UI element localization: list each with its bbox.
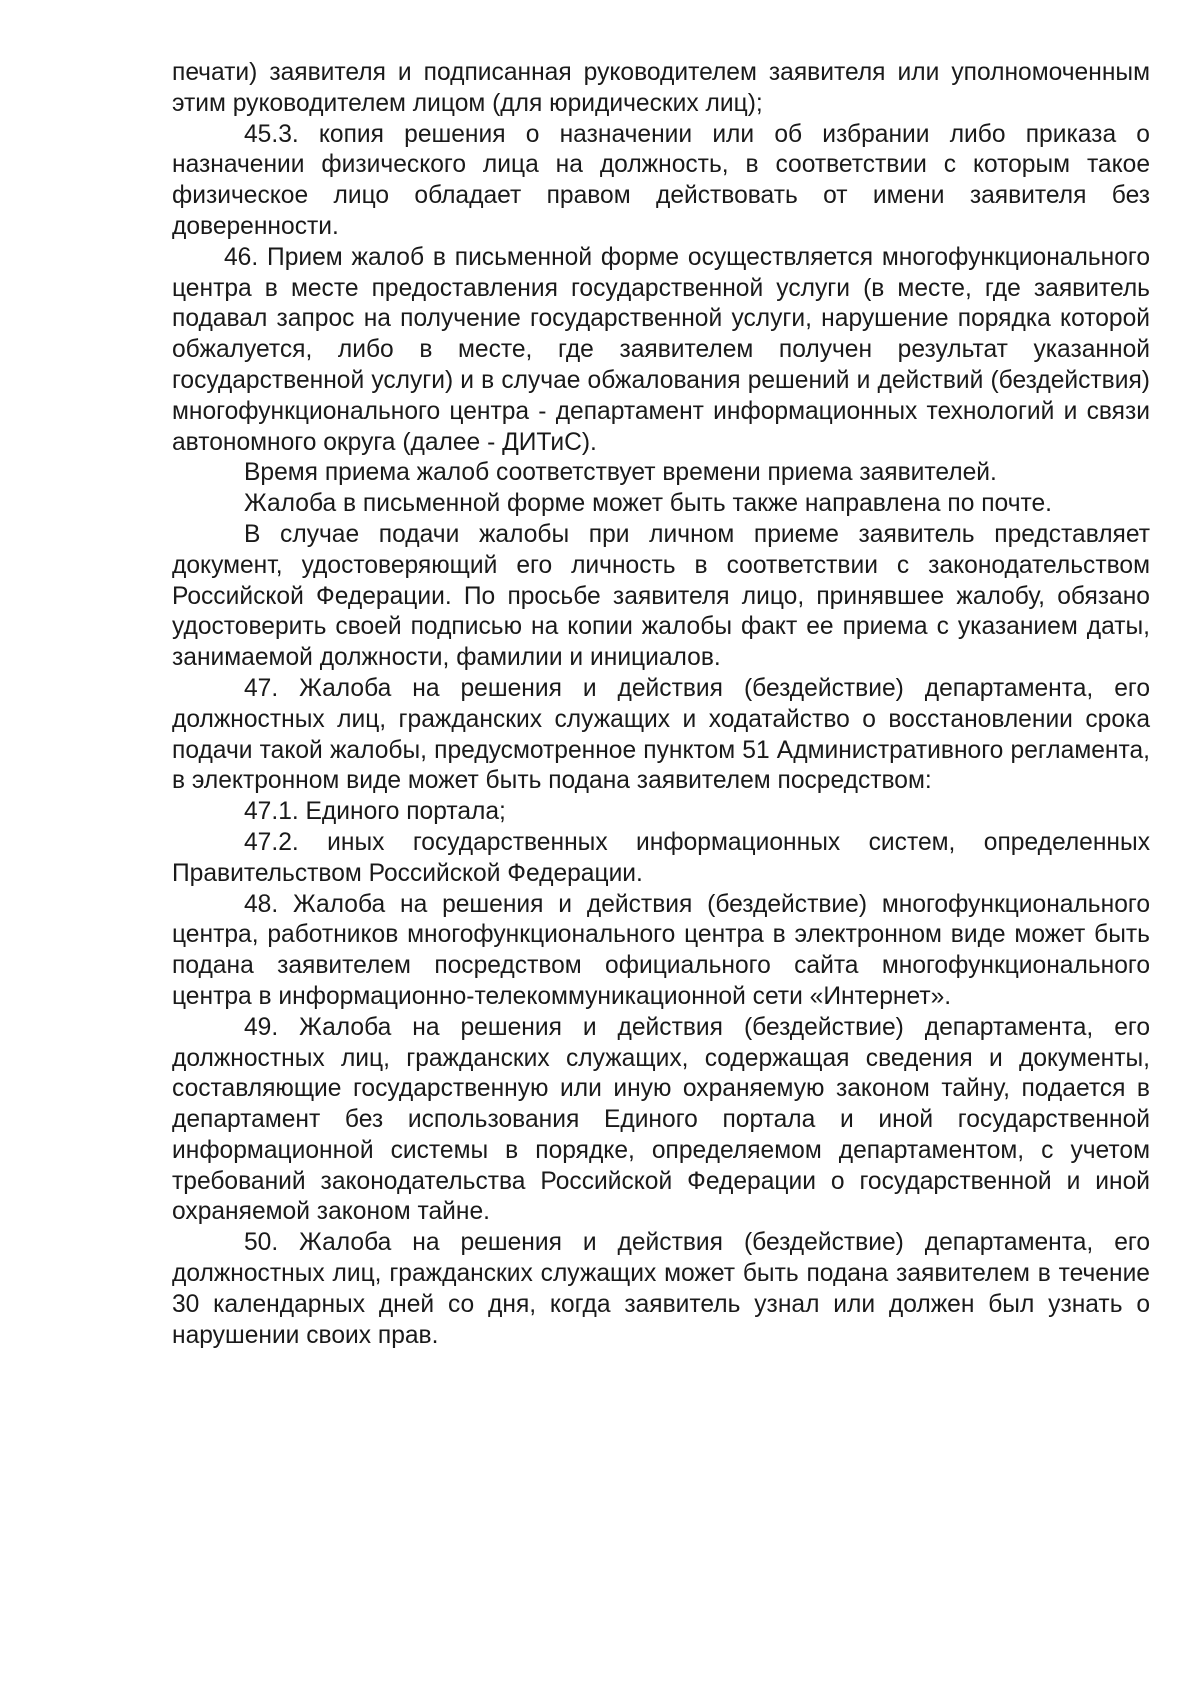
paragraph-46: 46. Прием жалоб в письменной форме осуществляется многофункционального центра в месте предоставления государственной услуги (в месте, где заявитель подавал запрос на получение государственной услуги, нарушение порядка которой обжалуется, либо в месте, где заявителем получен результат указанной государственной услуги) и в случае обжалования решений и действий (бездействия) многофункционального центра - департамент информационных технологий и связи автономного округа (далее - ДИТиС).: [172, 243, 1150, 456]
paragraph-47-2: 47.2. иных государственных информационных систем, определенных Правительством Российской Федерации.: [172, 828, 1150, 887]
paragraph-personal-reception: В случае подачи жалобы при личном приеме заявитель представляет документ, удостоверяющий его личность в соответствии с законодательством Российской Федерации. По просьбе заявителя лицо, принявшее жалобу, обязано удостоверить своей подписью на копии жалобы факт ее приема с указанием даты, занимаемой должности, фамилии и инициалов.: [172, 520, 1150, 672]
paragraph-47-1: 47.1. Единого портала;: [244, 798, 506, 826]
paragraph-48: 48. Жалоба на решения и действия (бездействие) многофункционального центра, работников многофункционального центра в электронном виде может быть подана заявителем посредством официального сайта многофункционального центра в информационно-телекоммуникационной сети «Интернет».: [172, 890, 1150, 1010]
paragraph-postal-submission: Жалоба в письменной форме может быть также направлена по почте.: [244, 490, 1053, 518]
paragraph-reception-time: Время приема жалоб соответствует времени приема заявителей.: [244, 459, 997, 487]
paragraph-45-3: 45.3. копия решения о назначении или об избрании либо приказа о назначении физического лица на должность, в соответствии с которым такое физическое лицо обладает правом действовать от имени заявителя без доверенности.: [172, 120, 1150, 240]
paragraph-47: 47. Жалоба на решения и действия (бездействие) департамента, его должностных лиц, гражданских служащих и ходатайство о восстановлении срока подачи такой жалобы, предусмотренное пунктом 51 Административного регламента, в электронном виде может быть подана заявителем посредством:: [172, 674, 1150, 795]
paragraph-49: 49. Жалоба на решения и действия (бездействие) департамента, его должностных лиц, гражданских служащих, содержащая сведения и документы, составляющие государственную или иную охраняемую законом тайну, подается в департамент без использования Единого портала и иной государственной информационной системы в порядке, определяемом департаментом, с учетом требований законодательства Российской Федерации о государственной и иной охраняемой законом тайне.: [172, 1013, 1150, 1226]
paragraph-continuation: печати) заявителя и подписанная руководителем заявителя или уполномоченным этим руководителем лицом (для юридических лиц);: [172, 59, 1150, 117]
document-body: [172, 58, 1150, 1351]
paragraph-50: 50. Жалоба на решения и действия (бездействие) департамента, его должностных лиц, гражданских служащих может быть подана заявителем в течение 30 календарных дней со дня, когда заявитель узнал или должен был узнать о нарушении своих прав.: [172, 1229, 1150, 1349]
